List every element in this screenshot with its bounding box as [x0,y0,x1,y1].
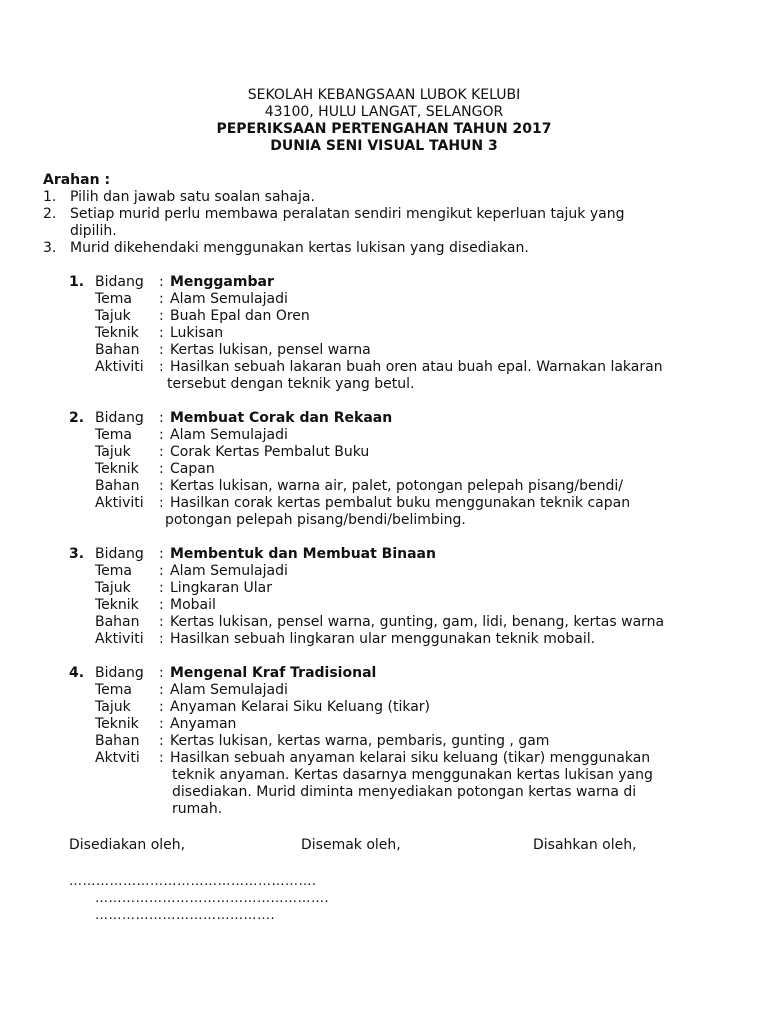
section-row [69,750,749,767]
section-number [69,308,95,325]
prepared-by-label: Disediakan oleh, [69,837,186,853]
field-value: Alam Semulajadi [170,291,288,307]
question-sections [69,274,749,835]
section-number [69,716,95,733]
question-section [69,410,749,529]
section-row [69,427,749,444]
section-row [69,325,749,342]
field-separator: : [159,563,164,579]
field-separator: : [159,750,164,766]
signature-line-3: …………………………………. [95,908,276,923]
section-row [69,342,749,359]
section-number [69,291,95,308]
question-section [69,546,749,648]
instruction-text: Pilih dan jawab satu soalan sahaja. [70,189,315,205]
activity-continuation: rumah. [172,801,223,817]
field-separator: : [159,682,164,698]
section-heading: Menggambar [170,274,274,290]
section-number [69,597,95,614]
section-heading: Membuat Corak dan Rekaan [170,410,393,426]
field-label: Tema [95,291,133,307]
field-value: Anyaman [170,716,237,732]
field-value: Mobail [170,597,216,613]
field-label: Aktiviti [95,495,144,511]
field-separator: : [159,410,164,426]
instruction-text [70,206,730,240]
field-label: Tajuk [95,444,131,460]
exam-title: PEPERIKSAAN PERTENGAHAN TAHUN 2017 [216,121,552,137]
field-label: Tema [95,682,133,698]
field-label: Bahan [95,733,140,749]
question-section [69,274,749,393]
section-row [69,274,749,291]
section-row [69,291,749,308]
subject-title: DUNIA SENI VISUAL TAHUN 3 [270,138,498,154]
field-separator: : [159,359,164,375]
activity-continuation: teknik anyaman. Kertas dasarnya menggunakan kertas lukisan yang [172,767,653,783]
field-label: Teknik [95,716,139,732]
field-separator: : [159,308,164,324]
field-separator: : [159,325,164,341]
activity-continuation: potongan pelepah pisang/bendi/belimbing. [165,512,466,528]
section-row [69,580,749,597]
field-separator: : [159,546,164,562]
field-value: Kertas lukisan, pensel warna [170,342,371,358]
field-value: Hasilkan sebuah lingkaran ular menggunakan teknik mobail. [170,631,596,647]
section-row [69,597,749,614]
instruction-item [43,189,743,206]
field-label: Tajuk [95,699,131,715]
signature-line-1: ………………………………………………. [69,874,317,889]
field-label: Aktviti [95,750,140,766]
section-number [69,682,95,699]
section-row [69,478,749,495]
document-header [0,87,768,155]
field-value: Hasilkan sebuah anyaman kelarai siku keluang (tikar) menggunakan [170,750,651,766]
field-value: Lukisan [170,325,224,341]
section-number [69,614,95,631]
field-separator: : [159,733,164,749]
activity-continuation: disediakan. Murid diminta menyediakan potongan kertas warna di [172,784,637,800]
field-label: Bidang [95,665,144,681]
field-value: Hasilkan corak kertas pembalut buku menggunakan teknik capan [170,495,631,511]
field-label: Tema [95,563,133,579]
field-separator: : [159,597,164,613]
instruction-text: Murid dikehendaki menggunakan kertas lukisan yang disediakan. [70,240,529,256]
field-label: Teknik [95,461,139,477]
field-value: Alam Semulajadi [170,682,288,698]
school-address: 43100, HULU LANGAT, SELANGOR [264,104,504,120]
section-number [69,580,95,597]
section-heading: Membentuk dan Membuat Binaan [170,546,436,562]
instruction-item [43,240,743,257]
section-row [69,631,749,648]
section-row [69,308,749,325]
field-label: Teknik [95,597,139,613]
question-section [69,665,749,818]
section-number [69,461,95,478]
field-label: Tajuk [95,308,131,324]
field-label: Bidang [95,410,144,426]
section-row [69,716,749,733]
instruction-number: 1. [43,189,57,205]
signature-line-2: ……………………………………………. [95,891,330,906]
section-number: 1. [69,274,85,290]
section-row [69,665,749,682]
section-number [69,478,95,495]
section-number [69,325,95,342]
field-label: Tema [95,427,133,443]
section-number [69,495,95,512]
section-row [69,461,749,478]
section-number [69,444,95,461]
section-number: 4. [69,665,85,681]
field-value: Kertas lukisan, kertas warna, pembaris, gunting , gam [170,733,550,749]
field-value: Kertas lukisan, warna air, palet, potongan pelepah pisang/bendi/ [170,478,623,494]
section-number [69,750,95,767]
reviewed-by-label: Disemak oleh, [301,837,401,853]
field-separator: : [159,461,164,477]
instruction-number: 2. [43,206,57,222]
field-label: Bahan [95,478,140,494]
instructions-block [43,172,743,257]
section-number [69,359,95,376]
section-row [69,614,749,631]
field-separator: : [159,291,164,307]
section-number [69,733,95,750]
field-value: Lingkaran Ular [170,580,273,596]
field-value: Hasilkan sebuah lakaran buah oren atau buah epal. Warnakan lakaran [170,359,663,375]
field-label: Aktiviti [95,631,144,647]
field-value: Corak Kertas Pembalut Buku [170,444,370,460]
field-value: Buah Epal dan Oren [170,308,310,324]
instructions-title: Arahan : [43,172,111,188]
section-number: 3. [69,546,85,562]
section-row [69,444,749,461]
section-number [69,427,95,444]
instruction-text-line: Setiap murid perlu membawa peralatan sendiri mengikut keperluan tajuk yang [70,206,625,222]
field-label: Teknik [95,325,139,341]
section-row [69,359,749,376]
field-value: Capan [170,461,215,477]
section-number [69,563,95,580]
field-label: Bahan [95,614,140,630]
field-separator: : [159,614,164,630]
section-number [69,342,95,359]
field-value: Anyaman Kelarai Siku Keluang (tikar) [170,699,431,715]
section-heading: Mengenal Kraf Tradisional [170,665,377,681]
field-value: Alam Semulajadi [170,563,288,579]
field-separator: : [159,444,164,460]
section-number: 2. [69,410,85,426]
field-separator: : [159,495,164,511]
field-label: Bidang [95,274,144,290]
field-label: Aktiviti [95,359,144,375]
field-separator: : [159,580,164,596]
field-separator: : [159,342,164,358]
section-number [69,699,95,716]
field-label: Tajuk [95,580,131,596]
field-value: Alam Semulajadi [170,427,288,443]
field-separator: : [159,274,164,290]
activity-continuation: tersebut dengan teknik yang betul. [167,376,415,392]
field-separator: : [159,478,164,494]
section-row [69,546,749,563]
field-label: Bidang [95,546,144,562]
section-row [69,699,749,716]
section-row [69,495,749,512]
field-value: Kertas lukisan, pensel warna, gunting, gam, lidi, benang, kertas warna [170,614,665,630]
field-separator: : [159,427,164,443]
school-name: SEKOLAH KEBANGSAAN LUBOK KELUBI [247,87,521,103]
field-separator: : [159,665,164,681]
field-separator: : [159,631,164,647]
signature-labels [69,837,749,854]
section-number [69,631,95,648]
approved-by-label: Disahkan oleh, [533,837,637,853]
field-label: Bahan [95,342,140,358]
section-row [69,733,749,750]
instruction-number: 3. [43,240,57,256]
instruction-item [43,206,743,240]
field-separator: : [159,699,164,715]
section-row [69,410,749,427]
instruction-text-continuation: dipilih. [70,223,117,239]
field-separator: : [159,716,164,732]
section-row [69,682,749,699]
section-row [69,563,749,580]
